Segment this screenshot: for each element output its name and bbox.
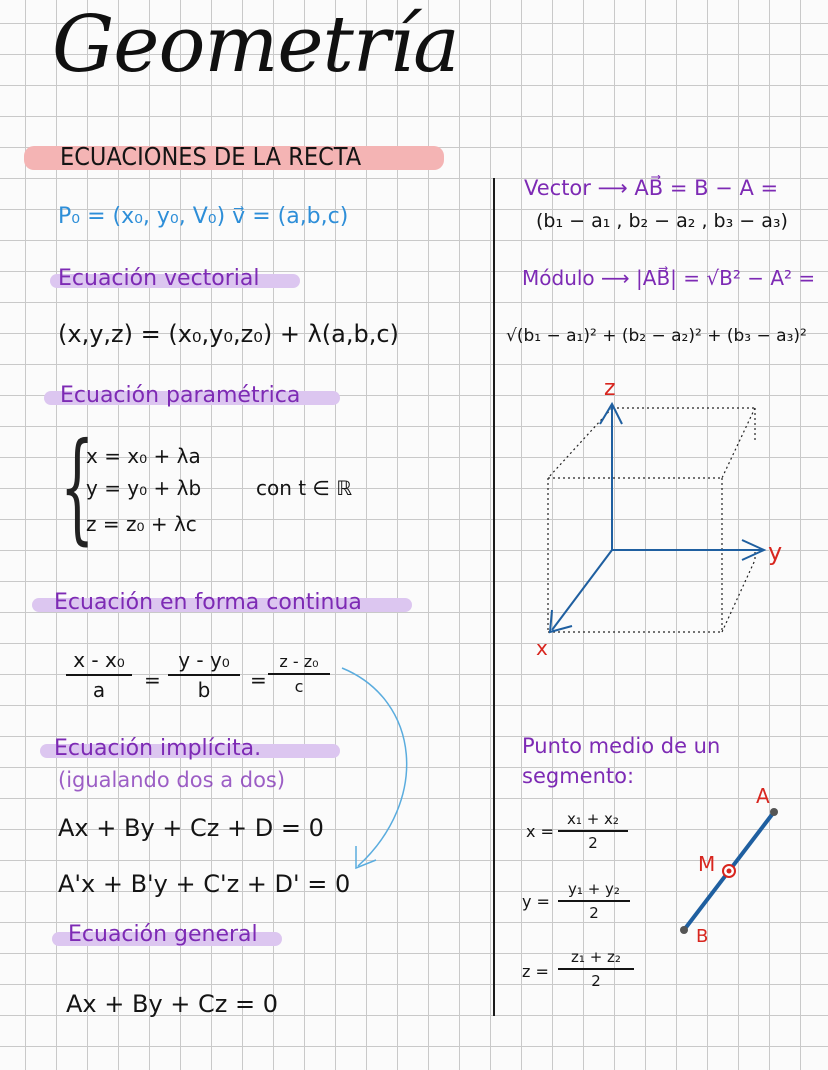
modulo-expression: √(b₁ − a₁)² + (b₂ − a₂)² + (b₃ − a₃)² <box>506 326 807 346</box>
continuous-label: Ecuación en forma continua <box>54 590 362 615</box>
midpoint-label-1: Punto medio de un <box>522 734 721 758</box>
parametric-line-y: y = y₀ + λb <box>86 476 202 500</box>
brace-icon: { <box>60 418 95 557</box>
parametric-line-z: z = z₀ + λc <box>86 512 197 536</box>
parametric-label: Ecuación paramétrica <box>60 383 301 408</box>
equals-sign: = <box>250 668 267 692</box>
fraction-numerator: y - y₀ <box>178 648 230 672</box>
fraction-numerator: z₁ + z₂ <box>571 948 621 966</box>
fraction-denominator: a <box>92 678 106 702</box>
implicit-note: (igualando dos a dos) <box>58 768 286 792</box>
general-label: Ecuación general <box>68 922 258 947</box>
equals-sign: = <box>144 668 161 692</box>
fraction-denominator: 2 <box>588 834 598 852</box>
midpoint-y-var: y = <box>522 892 550 911</box>
axis-label-y: y <box>768 538 783 566</box>
fraction-numerator: z - z₀ <box>279 652 319 671</box>
point-vector-definition: P₀ = (x₀, y₀, V₀) v⃗ = (a,b,c) <box>58 204 349 229</box>
page-title: Geometría <box>52 0 459 90</box>
point-label-a: A <box>756 784 770 808</box>
implicit-equation-1: Ax + By + Cz + D = 0 <box>58 814 324 842</box>
vectorial-label: Ecuación vectorial <box>58 266 260 291</box>
implicit-equation-2: A'x + B'y + C'z + D' = 0 <box>58 870 351 898</box>
modulo-definition: Módulo ⟶ |AB⃗| = √B² − A² = <box>522 266 816 290</box>
vector-components: (b₁ − a₁ , b₂ − a₂ , b₃ − a₃) <box>536 210 788 232</box>
implicit-label: Ecuación implícita. <box>54 736 262 761</box>
fraction-denominator: b <box>197 678 211 702</box>
fraction-denominator: 2 <box>591 972 601 990</box>
vectorial-equation: (x,y,z) = (x₀,y₀,z₀) + λ(a,b,c) <box>58 320 399 348</box>
fraction-numerator: x - x₀ <box>73 648 125 672</box>
fraction-denominator: 2 <box>589 904 599 922</box>
axis-label-x: x <box>536 636 548 660</box>
general-equation: Ax + By + Cz = 0 <box>66 990 279 1018</box>
midpoint-x-var: x = <box>526 822 554 841</box>
fraction-denominator: c <box>294 677 304 696</box>
midpoint-label-2: segmento: <box>522 764 635 788</box>
point-label-b: B <box>696 926 709 947</box>
section-heading: ECUACIONES DE LA RECTA <box>60 142 362 171</box>
fraction-numerator: x₁ + x₂ <box>567 810 619 828</box>
axis-label-z: z <box>604 376 616 401</box>
point-label-m: M <box>698 852 716 876</box>
vector-definition: Vector ⟶ AB⃗ = B − A = <box>524 176 779 200</box>
parametric-condition: con t ∈ ℝ <box>256 476 353 500</box>
midpoint-z-var: z = <box>522 962 549 981</box>
fraction-numerator: y₁ + y₂ <box>568 880 620 898</box>
parametric-line-x: x = x₀ + λa <box>86 444 201 468</box>
